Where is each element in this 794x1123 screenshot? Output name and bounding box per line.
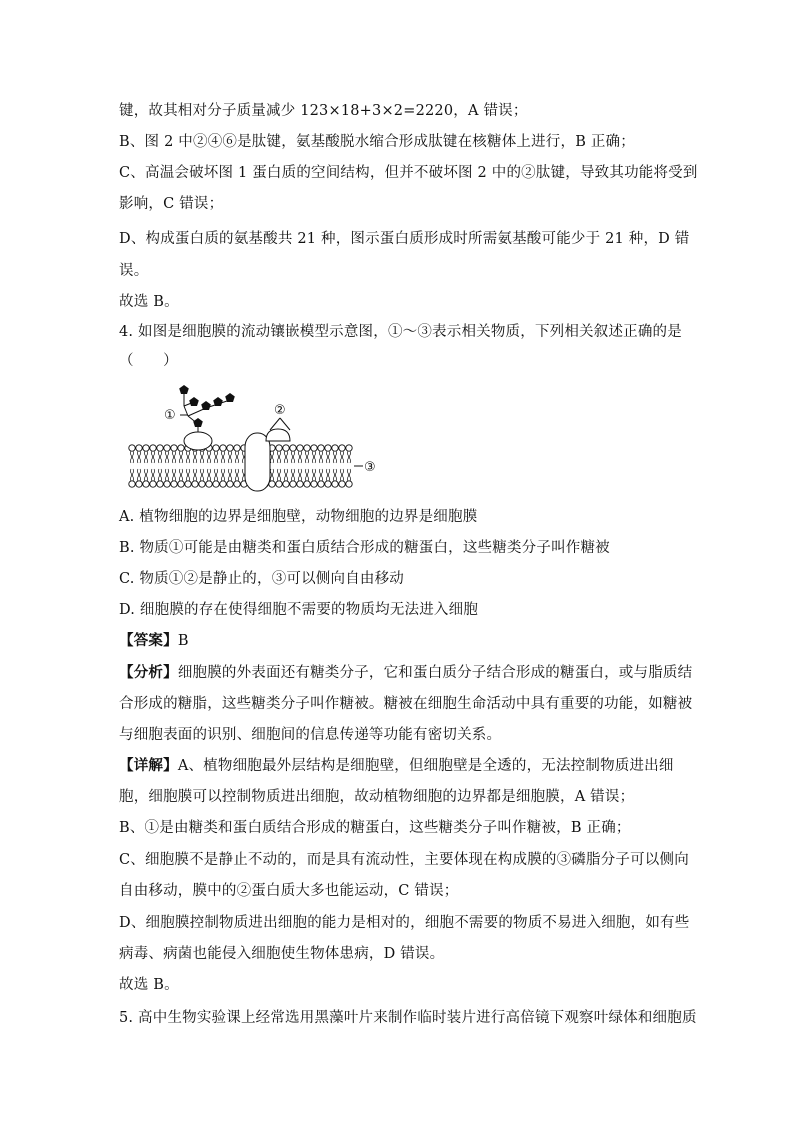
answer-line bbox=[119, 631, 679, 651]
text-line: B、图 2 中②④⑥是肽键，氨基酸脱水缩合形成肽键在核糖体上进行，B 正确； bbox=[119, 134, 635, 150]
text-line: 合形成的糖脂，这些糖类分子叫作糖被。糖被在细胞生命活动中具有重要的功能，如糖被 bbox=[119, 696, 693, 712]
option-a: A. 植物细胞的边界是细胞壁，动物细胞的边界是细胞膜 bbox=[119, 509, 478, 525]
text-line: C、细胞膜不是静止不动的，而是具有流动性，主要体现在构成膜的③磷脂分子可以侧向 bbox=[119, 852, 689, 868]
text-line: 胞，细胞膜可以控制物质进出细胞，故动植物细胞的边界都是细胞膜，A 错误； bbox=[119, 789, 635, 805]
question-5-stem: 5. 高中生物实验课上经常选用黑藻叶片来制作临时装片进行高倍镜下观察叶绿体和细胞质 bbox=[119, 1010, 697, 1026]
text-line: 键，故其相对分子质量减少 123×18+3×2=2220，A 错误； bbox=[119, 103, 528, 119]
peripheral-protein bbox=[184, 432, 212, 450]
answer-tag: 【答案】 bbox=[119, 632, 178, 649]
text-line: 故选 B。 bbox=[119, 977, 179, 993]
detail-line bbox=[119, 756, 679, 776]
phospholipid-top-row bbox=[129, 445, 352, 463]
membrane-diagram bbox=[164, 378, 390, 498]
text-line: 误。 bbox=[119, 263, 149, 279]
text-line: B、①是由糖类和蛋白质结合形成的糖蛋白，这些糖类分子叫作糖被，B 正确； bbox=[119, 820, 631, 836]
option-d: D. 细胞膜的存在使得细胞不需要的物质均无法进入细胞 bbox=[119, 602, 479, 618]
transmembrane-protein bbox=[245, 433, 270, 491]
text-line: C、高温会破坏图 1 蛋白质的空间结构，但并不破坏图 2 中的②肽键，导致其功能将受到 bbox=[119, 165, 698, 181]
question-4-stem: 4. 如图是细胞膜的流动镶嵌模型示意图，①～③表示相关物质，下列相关叙述正确的是 bbox=[119, 324, 682, 340]
glycocalyx-chain bbox=[179, 385, 235, 432]
analysis-text: 细胞膜的外表面还有糖类分子，它和蛋白质分子结合形成的糖蛋白，或与脂质结 bbox=[177, 665, 693, 681]
option-b: B. 物质①可能是由糖类和蛋白质结合形成的糖蛋白，这些糖类分子叫作糖被 bbox=[119, 540, 610, 556]
label-2: ② bbox=[274, 403, 286, 418]
analysis-line bbox=[119, 663, 693, 683]
answer-value: B bbox=[177, 633, 189, 649]
phospholipid-bottom-row bbox=[129, 469, 352, 487]
text-line: 病毒、病菌也能侵入细胞使生物体患病，D 错误。 bbox=[119, 946, 445, 962]
text-line: D、构成蛋白质的氨基酸共 21 种，图示蛋白质形成时所需氨基酸可能少于 21 种，D 错 bbox=[119, 231, 690, 247]
text-line: 自由移动，膜中的②蛋白质大多也能运动，C 错误； bbox=[119, 883, 459, 899]
question-4-paren: （ ） bbox=[119, 353, 178, 369]
text-line: 与细胞表面的识别、细胞间的信息传递等功能有密切关系。 bbox=[119, 727, 502, 743]
detail-tag: 【详解】 bbox=[119, 757, 178, 774]
text-line: 故选 B。 bbox=[119, 294, 179, 310]
surface-protein bbox=[266, 429, 290, 441]
text-line: D、细胞膜控制物质进出细胞的能力是相对的，细胞不需要的物质不易进入细胞，如有些 bbox=[119, 915, 690, 931]
text-line: 影响，C 错误； bbox=[119, 196, 224, 212]
detail-text: A、植物细胞最外层结构是细胞壁，但细胞壁是全透的，无法控制物质进出细 bbox=[177, 758, 674, 774]
analysis-tag: 【分析】 bbox=[119, 664, 178, 681]
protein-branch bbox=[270, 418, 290, 430]
label-3: ③ bbox=[364, 460, 376, 475]
label-1: ① bbox=[164, 408, 176, 423]
option-c: C. 物质①②是静止的，③可以侧向自由移动 bbox=[119, 571, 404, 587]
